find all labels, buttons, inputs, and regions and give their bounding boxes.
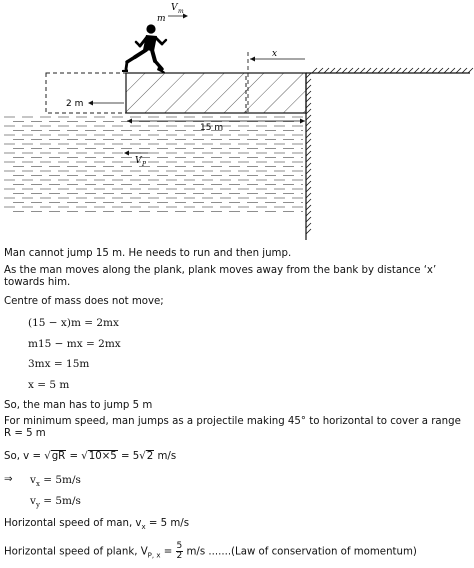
text-line-1: Man cannot jump 15 m. He needs to run and then jump. [4, 248, 292, 259]
svg-text:m: m [178, 8, 184, 15]
equation-2: m15 − mx = 2mx [28, 338, 121, 350]
svg-text:V: V [135, 156, 142, 166]
man-mass-label: m [157, 14, 166, 24]
radical-2: 2 [146, 451, 154, 462]
plank [126, 73, 306, 113]
text-line-5: For minimum speed, man jumps as a projectile making 45° to horizontal to cover a range R = 5 m [4, 416, 461, 440]
velocity-equation: So, v = √gR = √10×5 = 5√2 m/s [4, 451, 177, 462]
overhang-label: 2 m [66, 99, 84, 109]
equation-1: (15 − x)m = 2mx [28, 317, 119, 329]
man-velocity [168, 3, 188, 19]
equation-3: 3mx = 15m [28, 358, 90, 370]
velocity-prefix: So, v = [4, 451, 41, 462]
text-line-7: Horizontal speed of man, $v_x = 5$ m/s [4, 518, 190, 531]
text-line-4: So, the man has to jump 5 m [4, 400, 153, 411]
text-line-8: Horizontal speed of plank, $V_{P, x}$ = $\frac{5}{2}$ m/s .......(Law of conservation of momentum) [4, 541, 417, 561]
text-line-3: Centre of mass does not move; [4, 296, 164, 307]
radical-10x5: 10×5 [88, 451, 117, 462]
implies-symbol: ⇒ [4, 474, 13, 485]
plank-velocity [124, 151, 148, 169]
shift-x-label: x [272, 49, 278, 59]
plank-diagram [0, 0, 474, 245]
vy-equation: $v_y = 5m/s$ [30, 495, 81, 509]
equation-4: x = 5 m [28, 379, 70, 391]
velocity-result: = 5 [117, 451, 140, 462]
velocity-unit: m/s [154, 451, 177, 462]
vx-equation: $v_x = 5m/s$ [30, 474, 81, 488]
svg-text:V: V [171, 3, 178, 13]
runner-silhouette [122, 24, 166, 73]
bank [306, 68, 473, 240]
radical-gR: gR [51, 451, 66, 462]
water [4, 117, 303, 212]
plank-length-label: 15 m [200, 123, 224, 133]
text-line-2: As the man moves along the plank, plank moves away from the bank by distance ‘x’ towards him. [4, 265, 437, 289]
fraction-5-over-2: $\frac{5}{2}$ [176, 541, 183, 561]
velocity-eq-sign: = [66, 451, 79, 462]
svg-text:P: P [142, 161, 147, 168]
